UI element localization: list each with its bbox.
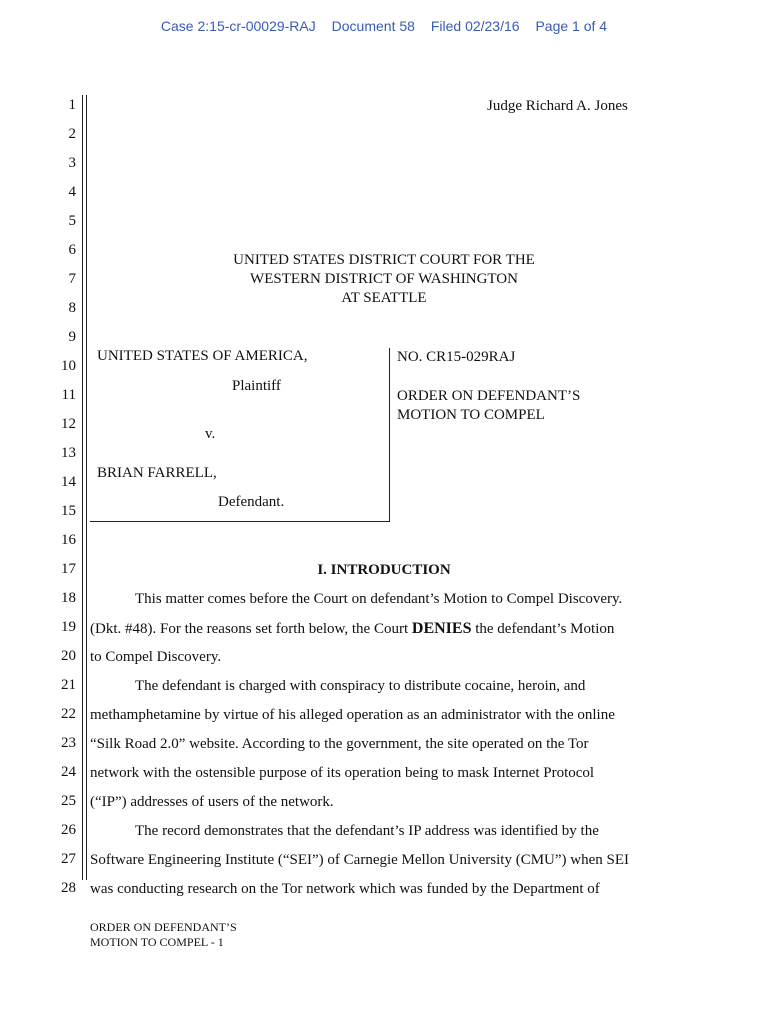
body-line-22: methamphetamine by virtue of his alleged operation as an administrator with the online	[90, 707, 615, 723]
line-number: 27	[61, 851, 76, 867]
line-number: 18	[61, 590, 76, 606]
versus: v.	[205, 426, 216, 442]
line-number: 28	[61, 880, 76, 896]
order-title-line1: ORDER ON DEFENDANT’S	[397, 388, 581, 404]
caption-divider	[389, 348, 390, 522]
body-line-28: was conducting research on the Tor network which was funded by the Department of	[90, 881, 600, 897]
filed-date: Filed 02/23/16	[430, 18, 520, 34]
section-heading: I. INTRODUCTION	[317, 562, 451, 578]
line-number: 7	[68, 271, 76, 287]
line-number: 22	[61, 706, 76, 722]
body-text: (Dkt. #48). For the reasons set forth below, the Court	[90, 621, 412, 637]
left-margin-rule	[82, 95, 83, 880]
line-number: 4	[68, 184, 76, 200]
order-title-line2: MOTION TO COMPEL	[397, 407, 545, 423]
line-number: 23	[61, 735, 76, 751]
defendant-name: BRIAN FARRELL,	[97, 465, 217, 481]
line-number: 17	[61, 561, 76, 577]
court-title-line2: WESTERN DISTRICT OF WASHINGTON	[250, 271, 518, 287]
body-line-24: network with the ostensible purpose of its operation being to mask Internet Protocol	[90, 765, 595, 781]
body-line-25: (“IP”) addresses of users of the network.	[90, 794, 334, 810]
body-line-26: The record demonstrates that the defendant’s IP address was identified by the	[135, 823, 599, 839]
line-number: 13	[61, 445, 76, 461]
page-indicator: Page 1 of 4	[535, 18, 608, 34]
line-number: 26	[61, 822, 76, 838]
document-number: Document 58	[331, 18, 415, 34]
defendant-role: Defendant.	[218, 494, 285, 510]
line-number: 11	[61, 387, 76, 403]
line-number: 3	[68, 155, 76, 171]
caption-bottom-rule	[90, 521, 390, 522]
line-number: 1	[68, 97, 76, 113]
case-header-stamp	[0, 18, 768, 34]
case-number: Case 2:15-cr-00029-RAJ	[160, 18, 316, 34]
line-number: 8	[68, 300, 76, 316]
line-number: 15	[61, 503, 76, 519]
body-line-19	[90, 620, 614, 638]
case-no: NO. CR15-029RAJ	[397, 349, 516, 365]
line-number: 20	[61, 648, 76, 664]
judge-name: Judge Richard A. Jones	[487, 98, 628, 114]
line-number: 6	[68, 242, 76, 258]
line-number: 24	[61, 764, 76, 780]
line-number: 25	[61, 793, 76, 809]
body-text: the defendant’s Motion	[471, 621, 615, 637]
plaintiff-role: Plaintiff	[232, 378, 281, 394]
body-line-20: to Compel Discovery.	[90, 649, 222, 665]
footer-title-line2: MOTION TO COMPEL - 1	[90, 935, 224, 949]
body-line-18: This matter comes before the Court on defendant’s Motion to Compel Discovery.	[135, 591, 623, 607]
line-number: 5	[68, 213, 76, 229]
line-number: 9	[68, 329, 76, 345]
line-number: 10	[61, 358, 76, 374]
left-margin-rule-inner	[86, 95, 87, 880]
line-number: 16	[61, 532, 76, 548]
denies-ruling: DENIES	[411, 620, 472, 637]
line-number: 19	[61, 619, 76, 635]
line-number: 21	[61, 677, 76, 693]
body-line-21: The defendant is charged with conspiracy to distribute cocaine, heroin, and	[135, 678, 586, 694]
line-number: 14	[61, 474, 76, 490]
footer-title-line1: ORDER ON DEFENDANT’S	[90, 920, 237, 934]
court-title-line1: UNITED STATES DISTRICT COURT FOR THE	[233, 252, 535, 268]
line-number: 12	[61, 416, 76, 432]
body-line-23: “Silk Road 2.0” website. According to the government, the site operated on the Tor	[90, 736, 589, 752]
line-number: 2	[68, 126, 76, 142]
court-title-line3: AT SEATTLE	[341, 290, 427, 306]
plaintiff-name: UNITED STATES OF AMERICA,	[97, 348, 308, 364]
body-line-27: Software Engineering Institute (“SEI”) of Carnegie Mellon University (CMU”) when SEI	[90, 852, 630, 868]
